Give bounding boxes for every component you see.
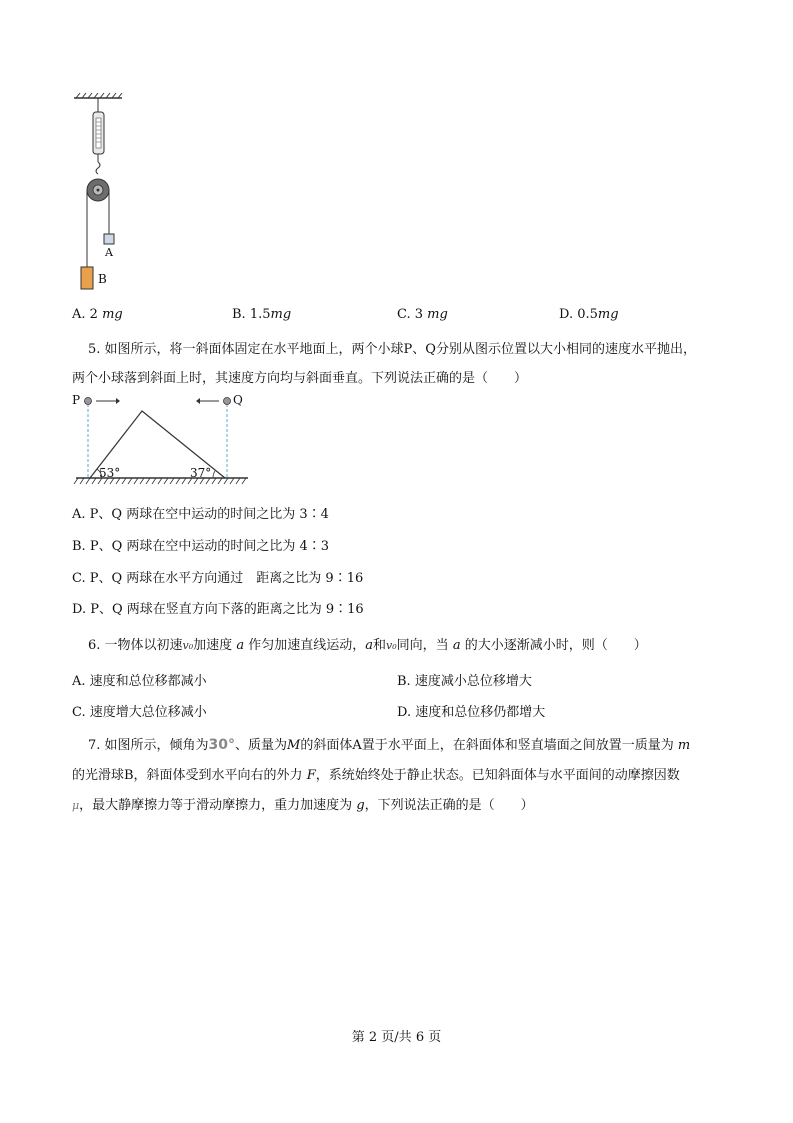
q5-option-b: B. P、Q 两球在空中运动的时间之比为 4∶3 (72, 539, 330, 554)
q5-stem-line1: 5. 如图所示，将一斜面体固定在水平地面上，两个小球P、Q分别从图示位置以大小相同的速度水平抛出， (88, 342, 696, 357)
q6-option-d: D. 速度和总位移仍都增大 (397, 705, 546, 720)
label-p: P (72, 393, 81, 407)
q4-option-b: B. 1.5mg (232, 307, 292, 322)
page-number: 第 2 页/共 6 页 (351, 1030, 442, 1045)
label-a: A (105, 246, 113, 259)
angle-53: 53° (99, 466, 121, 480)
q4-option-c: C. 3 mg (397, 307, 448, 322)
q6-option-c: C. 速度增大总位移减小 (72, 705, 207, 720)
q4-option-a: A. 2 mg (72, 307, 123, 322)
angle-37: 37° (190, 466, 212, 480)
ball-q (224, 398, 231, 405)
q7-stem-line1: 7. 如图所示，倾角为30°、质量为M的斜面体A置于水平面上，在斜面体和竖直墙面之间放置一质量为 m (88, 737, 691, 753)
ball-p (85, 398, 92, 405)
q6-option-a: A. 速度和总位移都减小 (72, 674, 207, 689)
pulley-figure (70, 92, 130, 292)
label-b: B (98, 272, 107, 286)
block-a (104, 234, 114, 244)
q5-option-d: D. P、Q 两球在竖直方向下落的距离之比为 9∶16 (72, 602, 364, 617)
block-b (81, 267, 93, 289)
q5-stem-line2: 两个小球落到斜面上时，其速度方向均与斜面垂直。下列说法正确的是（ ） (72, 371, 528, 386)
q6-stem: 6. 一物体以初速v₀加速度 a 作匀加速直线运动，a和v₀同向，当 a 的大小逐渐减小时，则（ ） (88, 638, 647, 653)
q4-option-d: D. 0.5mg (559, 307, 619, 322)
q6-option-b: B. 速度减小总位移增大 (397, 674, 532, 689)
q7-stem-line3: μ，最大静摩擦力等于滑动摩擦力，重力加速度为 g，下列说法正确的是（ ） (72, 798, 534, 813)
q7-stem-line2: 的光滑球B，斜面体受到水平向右的外力 F，系统始终处于静止状态。已知斜面体与水平面间的动摩擦因数 (72, 768, 680, 783)
q5-option-a: A. P、Q 两球在空中运动的时间之比为 3∶4 (72, 507, 329, 522)
label-q: Q (233, 393, 243, 407)
q5-option-c: C. P、Q 两球在水平方向通过 距离之比为 9∶16 (72, 571, 364, 586)
